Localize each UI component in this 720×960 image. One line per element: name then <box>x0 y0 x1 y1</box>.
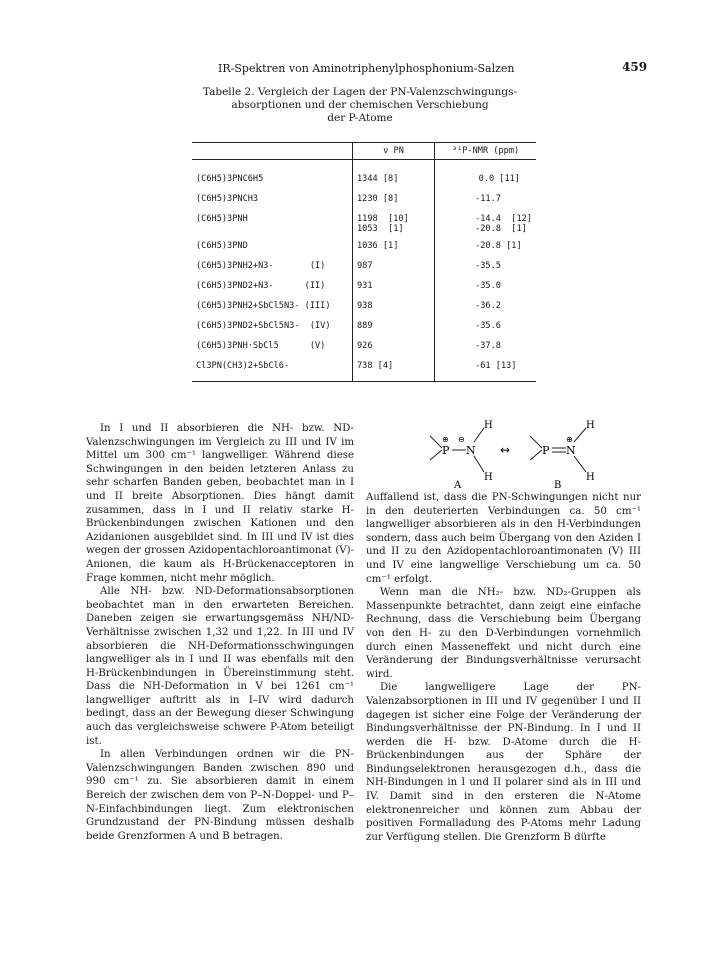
compound-cell: (C6H5)3PND2+N3- (II) <box>196 281 326 291</box>
compound-cell: (C6H5)3PNH <box>196 214 248 224</box>
caption-line: Tabelle 2. Vergleich der Lagen der PN-Valenzschwingungs- <box>202 86 518 98</box>
nmr-cell: -20.8 [1] <box>435 241 536 261</box>
paragraph: In allen Verbindungen ordnen wir die PN-Valenzschwingungen Banden zwischen 890 und 990 cm⁻¹ zu. Sie absorbieren damit in einem Bereich der zwischen dem von P–N-Doppel- und P–N-Einfachbindungen liegt. Zum elektronischen Grundzustand der PN-Bindung müssen deshalb beide Grenzformen A und B betragen. <box>86 749 354 842</box>
pn-cell: 931 <box>352 281 434 301</box>
table-caption <box>150 86 570 125</box>
compound-cell: Cl3PN(CH3)2+SbCl6- <box>192 361 352 382</box>
minus-symbol: ⊖ <box>458 435 465 444</box>
left-text-column <box>86 422 354 843</box>
atom-h: H <box>586 472 595 483</box>
table-row <box>192 281 536 301</box>
table-row <box>192 214 536 241</box>
right-text-column <box>366 491 641 844</box>
atom-p: P <box>442 444 450 457</box>
table-header-row <box>192 143 536 160</box>
paragraph: Alle NH- bzw. ND-Deformationsabsorptionen beobachtet man in den erwarteten Bereichen. Daneben zeigen sie erwartungsgemäss NH/ND-Verhältnisse zwischen 1,32 und 1,22. In III und IV absorbieren die NH-Deformationsschwingungen langwelliger als in I und II was ebenfalls mit den H-Brückenbindungen in Übereinstimmung steht. Dass die NH-Deformation in V bei 1261 cm⁻¹ langwelliger auftritt als in I–IV wird dadurch bedingt, dass an der Bewegung dieser Schwingung auch das vergleichsweise schwere P-Atom beteiligt ist. <box>86 586 354 747</box>
compound-cell: (C6H5)3PNH2+N3- (I) <box>196 261 326 271</box>
table-row <box>192 321 536 341</box>
atom-n: N <box>466 444 476 457</box>
caption-line: absorptionen und der chemischen Verschiebung <box>231 99 489 111</box>
pn-cell: 1230 [8] <box>352 194 434 214</box>
pn-cell: 1198 [10] 1053 [1] <box>352 214 434 241</box>
table-row <box>192 341 536 361</box>
table-row <box>192 301 536 321</box>
compound-cell: (C6H5)3PND <box>196 241 248 251</box>
charge-symbol: ⊕ <box>442 435 449 444</box>
charge-symbol: ⊕ <box>566 435 573 444</box>
paragraph: Auffallend ist, dass die PN-Schwingungen nicht nur in den deuterierten Verbindungen ca. 50 cm⁻¹ langwelliger absorbieren als in den H-Verbindungen sondern, dass auch beim Übergang von den Aziden I und II zu den Azidopentachloroantimonaten (V) III und IV eine langwellige Verschiebung um ca. 50 cm⁻¹ erfolgt. <box>366 492 641 585</box>
pn-cell: 1036 [1] <box>352 241 434 261</box>
atom-p: P <box>542 444 550 457</box>
caption-line: der P-Atome <box>327 112 393 124</box>
pn-cell: 1344 [8] <box>352 160 434 195</box>
atom-h: H <box>586 420 595 431</box>
pn-cell: 987 <box>352 261 434 281</box>
compound-cell: (C6H5)3PNH·SbCl5 (V) <box>196 341 326 351</box>
atom-h: H <box>484 420 493 431</box>
atom-n: N <box>566 444 576 457</box>
page-number: 459 <box>622 60 648 74</box>
compound-cell: (C6H5)3PNH2+SbCl5N3- (III) <box>196 301 331 311</box>
table-row <box>192 241 536 261</box>
compound-cell: (C6H5)3PND2+SbCl5N3- (IV) <box>196 321 331 331</box>
resonance-arrow: ↔ <box>500 443 511 457</box>
nmr-cell: -61 [13] <box>435 361 536 382</box>
running-title: IR-Spektren von Aminotriphenylphosphonium-Salzen <box>218 62 515 75</box>
pn-cell: 738 [4] <box>352 361 434 382</box>
nmr-cell: -35.0 <box>435 281 536 301</box>
pn-cell: 889 <box>352 321 434 341</box>
label-a: A <box>454 480 462 490</box>
label-b: B <box>554 480 562 490</box>
column-header-compound <box>192 143 352 160</box>
paragraph: In I und II absorbieren die NH- bzw. ND-Valenzschwingungen im Vergleich zu III und IV im Mittel um 300 cm⁻¹ langwelliger. Während diese Schwingungen in den beiden letzteren Anlass zu sehr scharfen Banden geben, beobachtet man in I und II breite Absorptionen. Dies hängt damit zusammen, dass in I und II relativ starke H-Brückenbindungen zwischen Kationen und den Azidanionen ausgebildet sind. In III und IV ist dies wegen der grossen Azidopentachloroantimonat (V)-Anionen, die kaum als H-Brückenacceptoren in Frage kommen, nicht mehr möglich. <box>86 423 354 584</box>
table-row <box>192 361 536 382</box>
pn-cell: 938 <box>352 301 434 321</box>
nmr-cell: -35.6 <box>435 321 536 341</box>
resonance-structures-diagram <box>412 420 602 490</box>
table-row <box>192 261 536 281</box>
nmr-cell: -37.8 <box>435 341 536 361</box>
paragraph: Wenn man die NH₂- bzw. ND₂-Gruppen als Massenpunkte betrachtet, dann zeigt eine einfache Rechnung, dass die Verschiebung beim Übergang von den H- zu den D-Verbindungen vornehmlich durch einen Masseneffekt und nicht durch eine Veränderung der Bindungsverhältnisse verursacht wird. <box>366 587 641 680</box>
nmr-cell: -35.5 <box>435 261 536 281</box>
table-row <box>192 194 536 214</box>
compound-cell: (C6H5)3PNCH3 <box>196 194 259 204</box>
nmr-cell: 0.0 [11] <box>435 160 536 195</box>
pn-cell: 926 <box>352 341 434 361</box>
nmr-cell: -11.7 <box>435 194 536 214</box>
nmr-cell: -14.4 [12] -20.8 [1] <box>435 214 536 241</box>
atom-h: H <box>484 472 493 483</box>
column-header-pn: ν PN <box>352 143 434 160</box>
data-table <box>192 142 536 382</box>
table-row <box>192 160 536 195</box>
nmr-cell: -36.2 <box>435 301 536 321</box>
paragraph: Die langwelligere Lage der PN-Valenzabsorptionen in III und IV gegenüber I und II dagegen ist sicher eine Folge der Veränderung der Bindungsverhältnisse der PN-Bindung. In I und II werden die H- bzw. D-Atome durch die H-Brückenbindungen aus der Sphäre der Bindungselektronen herausgezogen d.h., dass die NH-Bindungen in I und II polarer sind als in III und IV. Damit sind in den ersteren die N-Atome elektronenreicher und können zum Abbau der positiven Formalladung des P-Atoms mehr Ladung zur Verfügung stellen. Die Grenzform B dürfte <box>366 682 641 843</box>
compound-cell: (C6H5)3PNC6H5 <box>196 174 264 184</box>
column-header-nmr: ³¹P-NMR (ppm) <box>435 143 536 160</box>
